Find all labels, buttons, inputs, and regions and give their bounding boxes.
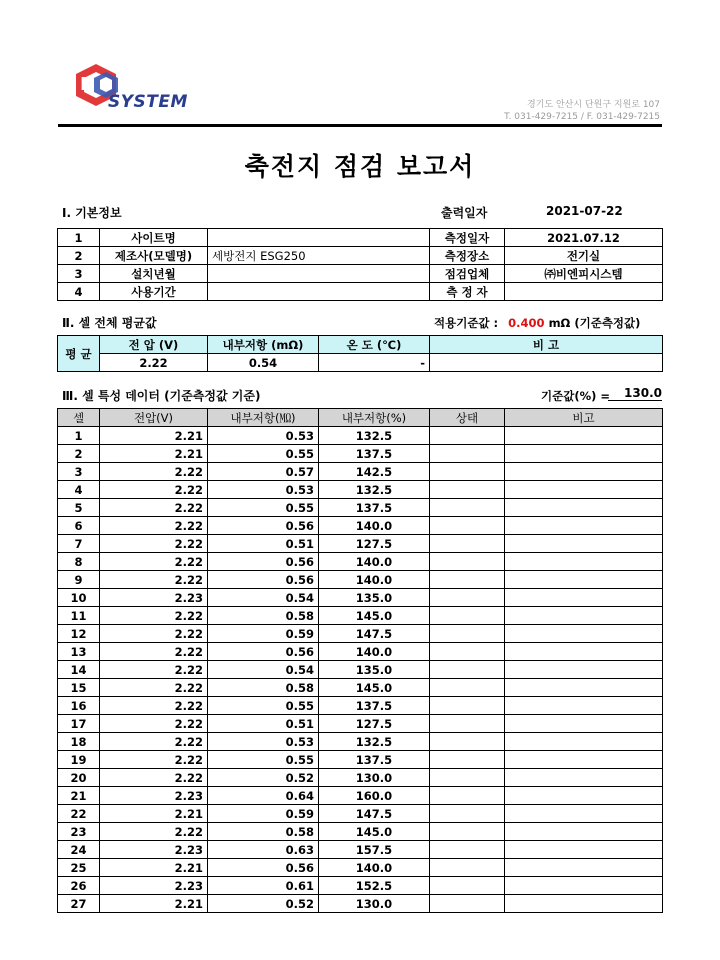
avg-voltage: 2.22 (100, 354, 208, 372)
cell-voltage: 2.21 (100, 859, 208, 877)
info-value2: 전기실 (505, 247, 663, 265)
info-no: 4 (58, 283, 100, 301)
cell-number: 25 (58, 859, 100, 877)
average-table (57, 335, 663, 372)
output-date: 2021-07-22 (546, 204, 623, 218)
cell-status (430, 481, 505, 499)
cell-resistance-pct: 152.5 (319, 877, 430, 895)
cell-remark (505, 877, 663, 895)
cell-number: 15 (58, 679, 100, 697)
cell-number: 18 (58, 733, 100, 751)
info-value2 (505, 283, 663, 301)
avg-header-voltage: 전 압 (V) (100, 336, 208, 354)
standard-label: 기준값(%) = (541, 389, 611, 403)
cell-resistance: 0.51 (208, 535, 319, 553)
table-row (58, 517, 663, 535)
cell-resistance-pct: 135.0 (319, 661, 430, 679)
table-row (58, 787, 663, 805)
cell-voltage: 2.22 (100, 769, 208, 787)
reference-value: 0.400 (508, 316, 545, 330)
cell-number: 5 (58, 499, 100, 517)
info-label: 사용기간 (100, 283, 208, 301)
info-label2: 측정일자 (430, 229, 505, 247)
cell-number: 11 (58, 607, 100, 625)
cell-data-table (57, 408, 663, 913)
avg-temperature: - (319, 354, 430, 372)
cell-remark (505, 517, 663, 535)
cell-number: 16 (58, 697, 100, 715)
info-value: 세방전지 ESG250 (208, 247, 430, 265)
cell-voltage: 2.22 (100, 553, 208, 571)
cell-voltage: 2.21 (100, 427, 208, 445)
cell-number: 4 (58, 481, 100, 499)
table-row (58, 625, 663, 643)
table-row (58, 805, 663, 823)
cell-remark (505, 535, 663, 553)
table-row (58, 823, 663, 841)
cell-status (430, 859, 505, 877)
avg-header-temperature: 온 도 (℃) (319, 336, 430, 354)
cell-resistance-pct: 147.5 (319, 805, 430, 823)
table-row (58, 499, 663, 517)
cell-status (430, 499, 505, 517)
cell-voltage: 2.22 (100, 463, 208, 481)
cell-voltage: 2.22 (100, 733, 208, 751)
cell-resistance: 0.53 (208, 427, 319, 445)
cell-remark (505, 751, 663, 769)
cell-voltage: 2.22 (100, 643, 208, 661)
table-row (58, 607, 663, 625)
cell-voltage: 2.22 (100, 697, 208, 715)
cell-status (430, 805, 505, 823)
cell-status (430, 697, 505, 715)
cell-remark (505, 553, 663, 571)
cell-remark (505, 823, 663, 841)
cell-remark (505, 481, 663, 499)
cell-resistance: 0.55 (208, 445, 319, 463)
header-divider (58, 124, 662, 127)
cell-number: 19 (58, 751, 100, 769)
info-row (58, 229, 663, 247)
cell-voltage: 2.21 (100, 445, 208, 463)
cell-remark (505, 661, 663, 679)
basic-info-table (57, 228, 663, 301)
cell-resistance-pct: 140.0 (319, 571, 430, 589)
cell-resistance-pct: 132.5 (319, 733, 430, 751)
cell-voltage: 2.22 (100, 625, 208, 643)
cell-resistance-pct: 145.0 (319, 607, 430, 625)
info-no: 2 (58, 247, 100, 265)
info-label2: 측 정 자 (430, 283, 505, 301)
cell-remark (505, 445, 663, 463)
info-label: 제조사(모델명) (100, 247, 208, 265)
cell-resistance: 0.54 (208, 661, 319, 679)
cell-resistance-pct: 137.5 (319, 445, 430, 463)
svg-text:B: B (80, 74, 94, 95)
cell-resistance: 0.56 (208, 643, 319, 661)
company-phone: T. 031-429-7215 / F. 031-429-7215 (504, 112, 660, 122)
cell-resistance: 0.54 (208, 589, 319, 607)
cell-resistance-pct: 132.5 (319, 481, 430, 499)
cell-status (430, 823, 505, 841)
table-row (58, 643, 663, 661)
company-address: 경기도 안산시 단원구 지원로 107 (527, 100, 660, 110)
cell-resistance-pct: 160.0 (319, 787, 430, 805)
output-date-label: 출력일자 (441, 206, 488, 220)
cell-number: 3 (58, 463, 100, 481)
cell-voltage: 2.23 (100, 841, 208, 859)
cell-status (430, 517, 505, 535)
cell-resistance: 0.58 (208, 679, 319, 697)
cell-number: 24 (58, 841, 100, 859)
cell-resistance-pct: 132.5 (319, 427, 430, 445)
cell-number: 12 (58, 625, 100, 643)
cell-voltage: 2.22 (100, 751, 208, 769)
cell-resistance-pct: 127.5 (319, 715, 430, 733)
table-row (58, 481, 663, 499)
cell-number: 23 (58, 823, 100, 841)
cell-voltage: 2.22 (100, 607, 208, 625)
cell-voltage: 2.23 (100, 787, 208, 805)
cell-number: 1 (58, 427, 100, 445)
reference-unit: mΩ (기준측정값) (548, 316, 641, 330)
cell-status (430, 571, 505, 589)
cell-remark (505, 895, 663, 913)
cell-voltage: 2.22 (100, 715, 208, 733)
cell-number: 9 (58, 571, 100, 589)
cell-voltage: 2.22 (100, 499, 208, 517)
cell-remark (505, 499, 663, 517)
cell-resistance-pct: 127.5 (319, 535, 430, 553)
cell-status (430, 733, 505, 751)
cell-status (430, 877, 505, 895)
cell-resistance: 0.56 (208, 553, 319, 571)
section3-heading: Ⅲ. 셀 특성 데이터 (기준측정값 기준) (62, 389, 261, 403)
cell-status (430, 679, 505, 697)
cell-resistance-pct: 145.0 (319, 823, 430, 841)
cell-remark (505, 805, 663, 823)
cell-status (430, 643, 505, 661)
table-row (58, 877, 663, 895)
avg-header-resistance: 내부저항 (mΩ) (208, 336, 319, 354)
cell-number: 27 (58, 895, 100, 913)
cell-resistance-pct: 140.0 (319, 517, 430, 535)
cell-voltage: 2.22 (100, 679, 208, 697)
cell-remark (505, 859, 663, 877)
cell-resistance: 0.56 (208, 859, 319, 877)
cell-status (430, 463, 505, 481)
cell-resistance: 0.52 (208, 769, 319, 787)
info-value (208, 229, 430, 247)
cell-remark (505, 697, 663, 715)
cell-number: 6 (58, 517, 100, 535)
cell-status (430, 715, 505, 733)
cell-resistance-pct: 137.5 (319, 499, 430, 517)
cell-resistance-pct: 137.5 (319, 751, 430, 769)
logo-text: SYSTEM (108, 92, 188, 112)
avg-remark (430, 354, 663, 372)
cell-remark (505, 463, 663, 481)
info-label2: 측정장소 (430, 247, 505, 265)
info-label: 사이트명 (100, 229, 208, 247)
section1-heading: Ⅰ. 기본정보 (62, 206, 122, 220)
table-row (58, 589, 663, 607)
info-no: 1 (58, 229, 100, 247)
table-row (58, 553, 663, 571)
table-row (58, 679, 663, 697)
cell-status (430, 841, 505, 859)
cell-voltage: 2.22 (100, 661, 208, 679)
col-header-resistance-pct: 내부저항(%) (319, 409, 430, 427)
cell-resistance: 0.53 (208, 733, 319, 751)
average-row-label: 평 균 (58, 336, 100, 372)
info-row (58, 265, 663, 283)
cell-number: 26 (58, 877, 100, 895)
cell-resistance: 0.58 (208, 607, 319, 625)
table-row (58, 715, 663, 733)
cell-number: 2 (58, 445, 100, 463)
cell-voltage: 2.22 (100, 571, 208, 589)
table-row (58, 463, 663, 481)
cell-remark (505, 589, 663, 607)
cell-resistance: 0.57 (208, 463, 319, 481)
cell-number: 22 (58, 805, 100, 823)
reference-label: 적용기준값 : (434, 316, 499, 330)
cell-remark (505, 715, 663, 733)
cell-voltage: 2.23 (100, 589, 208, 607)
cell-resistance-pct: 147.5 (319, 625, 430, 643)
info-value2: ㈜비엔피시스템 (505, 265, 663, 283)
report-title: 축전지 점검 보고서 (244, 152, 476, 181)
cell-remark (505, 733, 663, 751)
standard-line (541, 388, 610, 404)
col-header-cell: 셀 (58, 409, 100, 427)
table-row (58, 697, 663, 715)
cell-resistance: 0.59 (208, 805, 319, 823)
col-header-resistance: 내부저항(㏁) (208, 409, 319, 427)
cell-resistance-pct: 140.0 (319, 859, 430, 877)
cell-remark (505, 643, 663, 661)
cell-resistance: 0.52 (208, 895, 319, 913)
col-header-voltage: 전압(V) (100, 409, 208, 427)
cell-voltage: 2.21 (100, 895, 208, 913)
table-row (58, 427, 663, 445)
cell-resistance-pct: 140.0 (319, 553, 430, 571)
cell-resistance: 0.63 (208, 841, 319, 859)
cell-status (430, 769, 505, 787)
table-row (58, 445, 663, 463)
table-row (58, 859, 663, 877)
cell-remark (505, 679, 663, 697)
cell-remark (505, 841, 663, 859)
cell-remark (505, 787, 663, 805)
cell-resistance-pct: 130.0 (319, 769, 430, 787)
cell-voltage: 2.22 (100, 535, 208, 553)
cell-status (430, 427, 505, 445)
cell-remark (505, 625, 663, 643)
cell-voltage: 2.22 (100, 517, 208, 535)
cell-remark (505, 769, 663, 787)
table-row (58, 661, 663, 679)
cell-resistance: 0.56 (208, 571, 319, 589)
cell-status (430, 607, 505, 625)
cell-status (430, 751, 505, 769)
cell-status (430, 589, 505, 607)
section2-heading: Ⅱ. 셀 전체 평균값 (62, 316, 157, 330)
cell-resistance-pct: 137.5 (319, 697, 430, 715)
cell-resistance: 0.59 (208, 625, 319, 643)
table-row (58, 895, 663, 913)
info-label2: 점검업체 (430, 265, 505, 283)
standard-value: 130.0 (608, 386, 662, 401)
avg-resistance: 0.54 (208, 354, 319, 372)
cell-resistance-pct: 130.0 (319, 895, 430, 913)
cell-resistance: 0.53 (208, 481, 319, 499)
col-header-remark: 비고 (505, 409, 663, 427)
cell-status (430, 535, 505, 553)
cell-status (430, 445, 505, 463)
table-row (58, 769, 663, 787)
info-row (58, 247, 663, 265)
info-value (208, 265, 430, 283)
cell-status (430, 553, 505, 571)
table-row (58, 571, 663, 589)
cell-resistance-pct: 157.5 (319, 841, 430, 859)
info-value (208, 283, 430, 301)
cell-number: 8 (58, 553, 100, 571)
cell-resistance: 0.51 (208, 715, 319, 733)
cell-remark (505, 427, 663, 445)
cell-resistance-pct: 135.0 (319, 589, 430, 607)
cell-voltage: 2.22 (100, 481, 208, 499)
cell-resistance-pct: 140.0 (319, 643, 430, 661)
table-row (58, 841, 663, 859)
cell-number: 14 (58, 661, 100, 679)
cell-resistance-pct: 142.5 (319, 463, 430, 481)
info-no: 3 (58, 265, 100, 283)
cell-status (430, 625, 505, 643)
table-row (58, 535, 663, 553)
cell-number: 13 (58, 643, 100, 661)
cell-resistance: 0.61 (208, 877, 319, 895)
cell-status (430, 661, 505, 679)
cell-number: 7 (58, 535, 100, 553)
cell-number: 21 (58, 787, 100, 805)
cell-resistance: 0.58 (208, 823, 319, 841)
cell-number: 10 (58, 589, 100, 607)
cell-status (430, 895, 505, 913)
reference-value-line (434, 315, 640, 331)
cell-remark (505, 607, 663, 625)
cell-number: 20 (58, 769, 100, 787)
cell-number: 17 (58, 715, 100, 733)
cell-voltage: 2.23 (100, 877, 208, 895)
cell-voltage: 2.21 (100, 805, 208, 823)
cell-resistance: 0.56 (208, 517, 319, 535)
table-row (58, 733, 663, 751)
info-label: 설치년월 (100, 265, 208, 283)
cell-resistance: 0.55 (208, 697, 319, 715)
cell-resistance: 0.55 (208, 751, 319, 769)
table-row (58, 751, 663, 769)
cell-resistance: 0.64 (208, 787, 319, 805)
avg-header-remark: 비 고 (430, 336, 663, 354)
info-value2: 2021.07.12 (505, 229, 663, 247)
cell-remark (505, 571, 663, 589)
cell-voltage: 2.22 (100, 823, 208, 841)
cell-resistance: 0.55 (208, 499, 319, 517)
col-header-status: 상태 (430, 409, 505, 427)
cell-resistance-pct: 145.0 (319, 679, 430, 697)
info-row (58, 283, 663, 301)
cell-status (430, 787, 505, 805)
